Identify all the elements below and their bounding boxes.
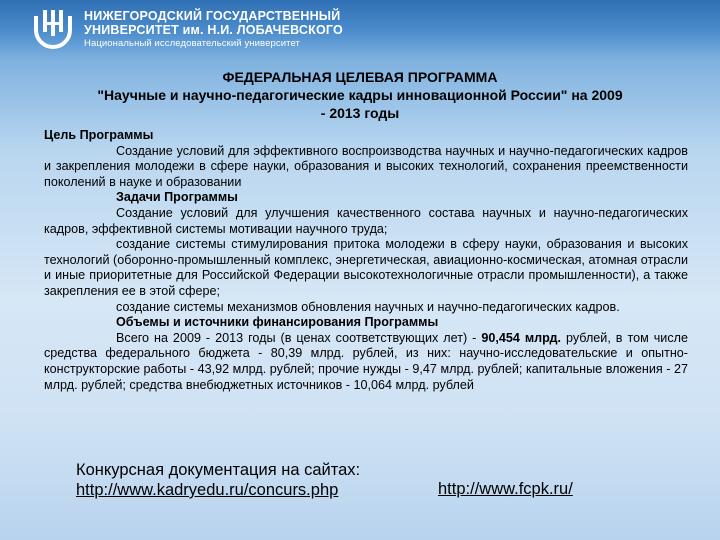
funding-total: 90,454 млрд. xyxy=(481,330,562,345)
funding-heading: Объемы и источники финансирования Программы xyxy=(116,315,439,330)
goal-text: Создание условий для эффективного воспроизводства научных и научно-педагогических кадров и закрепления молодежи в сфере науки, образования и высоких технологий, сохранения преемственности поколений в науке и образовании xyxy=(44,143,688,189)
page-title xyxy=(40,68,680,122)
university-logo-icon xyxy=(32,8,74,52)
footer-links xyxy=(76,460,360,500)
title-line3: - 2013 годы xyxy=(320,105,400,121)
task-item: создание системы стимулирования притока молодежи в сферу науки, образования и высоких технологий (оборонно-промышленный комплекс, энергетическая, авиационно-космическая, атомная отрасли и иные приоритетные для Российской Федерации высокотехнологичные отрасли промышленности), а также закрепления ее в этой сфере; xyxy=(44,237,688,298)
header-bar xyxy=(0,0,720,62)
title-line1: ФЕДЕРАЛЬНАЯ ЦЕЛЕВАЯ ПРОГРАММА xyxy=(222,69,498,85)
title-line2: "Научные и научно-педагогические кадры инновационной России" на 2009 xyxy=(97,87,623,103)
funding-text-after: рублей, в том числе средства федерального бюджета - 80,39 млрд. рублей, из них: научно-исследовательские и опытно-конструкторские работы - 43,92 млрд. рублей; прочие нужды - 9,47 млрд. рублей; капитальные вложения - 27 млрд. рублей; средства внебюджетных источников - 10,064 млрд. рублей xyxy=(44,330,688,392)
goal-heading: Цель Программы xyxy=(44,128,154,142)
university-subtitle: Национальный исследовательский университет xyxy=(84,38,300,49)
fcpk-link[interactable]: http://www.fcpk.ru/ xyxy=(438,480,573,498)
task-item: создание системы механизмов обновления научных и научно-педагогических кадров. xyxy=(116,299,620,314)
program-description xyxy=(44,128,688,393)
task-item: Создание условий для улучшения качественного состава научных и научно-педагогических кадров, эффективной системы мотивации научного труда; xyxy=(44,205,688,236)
university-name xyxy=(84,9,343,51)
university-name-line2: УНИВЕРСИТЕТ им. Н.И. ЛОБАЧЕВСКОГО xyxy=(84,23,343,37)
kadryedu-link[interactable]: http://www.kadryedu.ru/concurs.php xyxy=(76,481,339,499)
university-name-line1: НИЖЕГОРОДСКИЙ ГОСУДАРСТВЕННЫЙ xyxy=(84,9,341,23)
funding-text xyxy=(44,331,688,393)
funding-text-before: Всего на 2009 - 2013 годы (в ценах соответствующих лет) - xyxy=(116,330,482,345)
tasks-heading: Задачи Программы xyxy=(116,190,238,205)
footer-label: Конкурсная документация на сайтах: xyxy=(76,461,361,479)
